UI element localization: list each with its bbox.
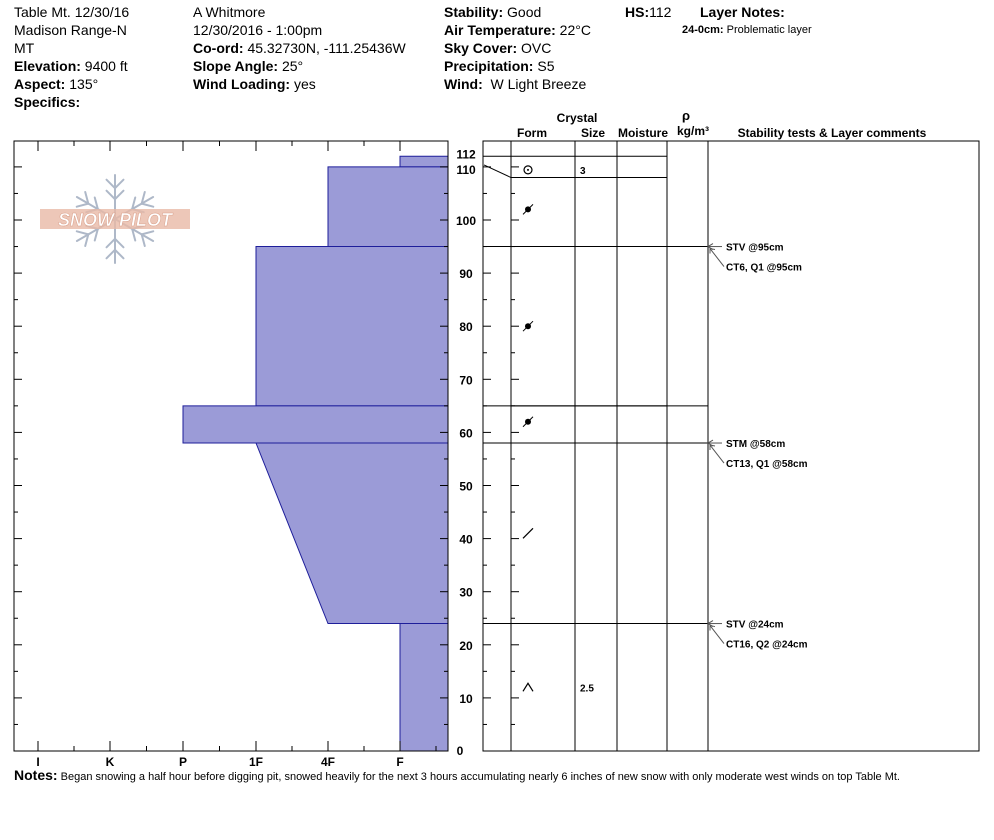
depth-tick-label: 60	[459, 426, 473, 441]
depth-tick-label: 30	[459, 585, 473, 600]
precipitation: Precipitation: S5	[444, 58, 555, 74]
form-header: Form	[517, 126, 547, 140]
hardness-tick-label: K	[105, 755, 115, 769]
layer-note: 24-0cm: Problematic layer	[682, 24, 812, 36]
crystal-symbol-decomposing	[523, 204, 533, 214]
stability-test-label: CT6, Q1 @95cm	[726, 262, 802, 274]
svg-text:SNOW PILOT: SNOW PILOT	[58, 210, 172, 230]
density-unit-header: kg/m³	[676, 124, 710, 138]
hardness-tick-label: I	[36, 755, 40, 769]
stability-test-label: STV @24cm	[726, 619, 784, 631]
size-header: Size	[580, 126, 606, 140]
site-name: Table Mt. 12/30/16	[14, 4, 130, 20]
crystal-size-label: 2.5	[580, 683, 594, 695]
stability-test-marker	[708, 244, 724, 267]
observation-datetime: 12/30/2016 - 1:00pm	[193, 22, 323, 38]
crystal-symbol-depth-hoar	[523, 683, 533, 691]
crystal-symbol-rounded	[523, 528, 533, 538]
stability-test-label: CT13, Q1 @58cm	[726, 459, 808, 471]
rho-header: ρ	[681, 108, 691, 123]
snowpilot-logo	[40, 175, 190, 263]
hardness-tick-label: 1F	[248, 755, 264, 769]
crystal-header: Crystal	[556, 111, 598, 125]
stability-test-label: STM @58cm	[726, 439, 786, 451]
wind-loading: Wind Loading: yes	[193, 76, 316, 92]
notes-label: Notes:	[14, 767, 58, 783]
state: MT	[14, 40, 35, 56]
depth-tick-label: 20	[459, 638, 473, 653]
stability: Stability: Good	[444, 4, 542, 20]
stability-test-marker	[708, 621, 724, 644]
mountain-range: Madison Range-N	[14, 22, 127, 38]
hardness-layer-1	[400, 156, 448, 167]
sky-cover: Sky Cover: OVC	[444, 40, 552, 56]
hardness-layer-3	[256, 247, 448, 406]
hs-connector	[484, 165, 511, 178]
aspect: Aspect: 135°	[14, 76, 99, 92]
elevation: Elevation: 9400 ft	[14, 58, 128, 74]
stability-test-marker	[708, 440, 724, 463]
notes-text: Began snowing a half hour before digging pit, snowed heavily for the next 3 hours accumulating nearly 6 inches of new snow with only moderate west winds on top Table Mt.	[60, 771, 900, 783]
depth-zero-label: 0	[456, 744, 464, 758]
hardness-layer-4	[183, 406, 448, 443]
stability-header: Stability tests & Layer comments	[737, 126, 927, 140]
notes	[14, 766, 979, 787]
depth-tick-label: 90	[459, 267, 473, 282]
moisture-header: Moisture	[617, 126, 669, 140]
depth-tick-label: 50	[459, 479, 473, 494]
layer-table-frame	[483, 141, 708, 751]
air-temperature: Air Temperature: 22°C	[444, 22, 591, 38]
stability-test-label: CT16, Q2 @24cm	[726, 639, 808, 651]
depth-tick-label: 70	[459, 373, 473, 388]
depth-tick-label: 80	[459, 320, 473, 335]
hardness-tick-label: 4F	[320, 755, 336, 769]
depth-tick-label: 10	[459, 691, 473, 706]
specifics: Specifics:	[14, 94, 81, 110]
hardness-layer-6	[400, 624, 448, 751]
coordinates: Co-ord: 45.32730N, -111.25436W	[193, 40, 406, 56]
depth-tick-label: 110	[456, 162, 476, 177]
crystal-symbol-decomposing	[523, 417, 533, 427]
slope-angle: Slope Angle: 25°	[193, 58, 304, 74]
wind: Wind: W Light Breeze	[444, 76, 587, 92]
layer-notes-title: Layer Notes:	[700, 4, 785, 20]
crystal-size-label: 3	[580, 165, 586, 177]
observer: A Whitmore	[193, 4, 266, 20]
hardness-layer-5	[256, 443, 448, 624]
hardness-layer-2	[328, 167, 448, 247]
depth-tick-label: 112	[456, 147, 476, 162]
crystal-symbol-decomposing	[523, 321, 533, 331]
depth-tick-label: 40	[459, 532, 473, 547]
stability-test-label: STV @95cm	[726, 242, 784, 254]
snow-height: HS:112	[625, 4, 672, 20]
crystal-symbol-graupel	[524, 166, 532, 174]
hardness-tick-label: F	[396, 755, 404, 769]
depth-tick-label: 100	[455, 214, 477, 228]
hardness-tick-label: P	[178, 755, 188, 769]
